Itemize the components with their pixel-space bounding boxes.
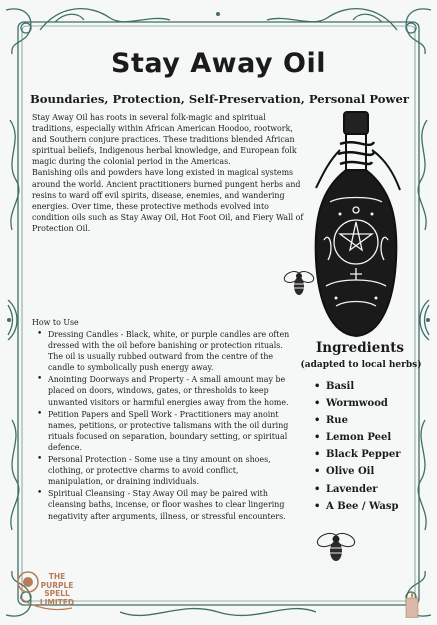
ingredient-item: • Wormwood — [314, 395, 400, 412]
ingredient-item: • Lavender — [314, 481, 400, 498]
logo-text — [36, 573, 78, 607]
ingredient-item: • Basil — [314, 378, 400, 395]
logo-line: SPELL — [44, 589, 70, 599]
subtitle: Boundaries, Protection, Self-Preservation, Personal Power — [30, 92, 409, 106]
ingredient-item: • Olive Oil — [314, 463, 400, 480]
intro-paragraph: Banishing oils and powders have long existed in magical systems around the world. Ancient practitioners burned pungent herbs and resins to ward off evil spirits, disease, enemies, and wandering energies. Over time, these protective methods evolved into condition oils such as Stay Away Oil, Hot Foot Oil, and Fiery Wall of Protection Oil. — [32, 168, 304, 233]
logo-line: LIMITED — [39, 597, 75, 607]
how-to-use-heading: How to Use — [32, 318, 79, 327]
ingredients-heading: Ingredients — [315, 340, 405, 356]
logo-line: THE — [48, 572, 66, 581]
list-item: • Spiritual Cleansing - Stay Away Oil may be paired with cleansing baths, incense, or floor washes to clear lingering negativity after arguments, illness, or stressful encounters. — [34, 488, 292, 521]
list-item: • Dressing Candles - Black, white, or purple candles are often dressed with the oil before banishing or protection rituals. The oil is usually rubbed outward from the centre of the candle to symbolically push energy away. — [34, 329, 292, 373]
how-to-use-list — [34, 329, 292, 523]
list-item: • Personal Protection - Some use a tiny amount on shoes, clothing, or protective charms to avoid conflict, manipulation, or draining individuals. — [34, 454, 292, 487]
page-title: Stay Away Oil — [111, 48, 326, 79]
ingredient-item: • A Bee / Wasp — [314, 498, 400, 515]
ingredients-subheading: (adapted to local herbs) — [300, 360, 422, 370]
bee-icon — [282, 268, 316, 298]
potion-bottle-icon — [300, 110, 412, 344]
bee-icon — [316, 530, 356, 564]
intro-text — [32, 112, 308, 234]
logo-line: PURPLE — [40, 580, 74, 590]
ingredients-list — [314, 378, 400, 515]
ingredient-item: • Rue — [314, 412, 400, 429]
ingredient-item: • Black Pepper — [314, 446, 400, 463]
list-item: • Anointing Doorways and Property - A small amount may be placed on doors, windows, gates, or thresholds to keep unwanted visitors or harmful energies away from the home. — [34, 374, 292, 407]
ingredient-item: • Lemon Peel — [314, 429, 400, 446]
list-item: • Petition Papers and Spell Work - Practitioners may anoint names, petitions, or protective talismans with the oil during rituals focused on separation, boundary setting, or spiritual defence. — [34, 409, 292, 453]
candle-icon — [404, 592, 420, 618]
intro-paragraph: Stay Away Oil has roots in several folk-magic and spiritual traditions, especially within African American Hoodoo, rootwork, and Southern conjure practices. These traditions blended African spiritual beliefs, Indigenous herbal knowledge, and European folk magic during the colonial period in the Americas. — [32, 113, 297, 167]
